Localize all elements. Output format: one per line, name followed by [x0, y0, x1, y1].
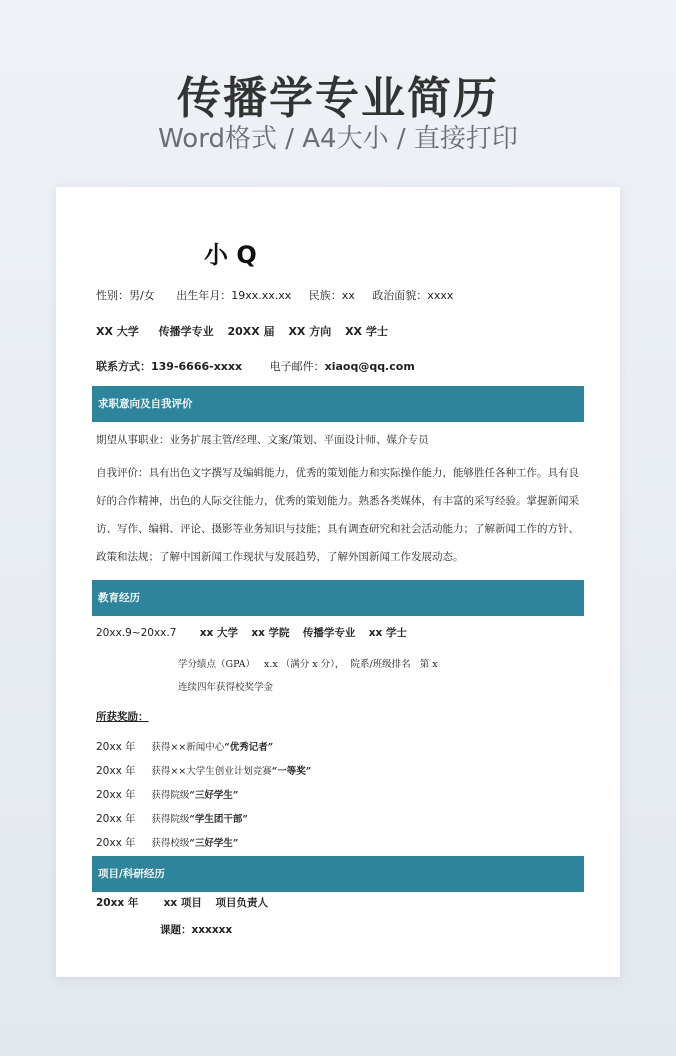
project-name: xx 项目	[163, 897, 202, 909]
desired-job: 期望从事职业：业务扩展主管/经理、文案/策划、平面设计师、媒介专员	[96, 434, 429, 446]
section-projects-title: 项目/科研经历	[98, 868, 165, 880]
info-ethnicity: 民族：xx	[308, 289, 355, 302]
hero-title: 传播学专业简历	[177, 73, 499, 124]
edu-college: xx 学院	[251, 627, 290, 639]
award-prefix: 获得院级	[151, 814, 190, 825]
contact-email-label: 电子邮件：	[269, 360, 325, 373]
contact-phone: 联系方式：139-6666-xxxx	[96, 360, 243, 373]
award-year: 20xx 年	[96, 837, 136, 849]
section-intent-title: 求职意向及自我评价	[98, 398, 193, 410]
section-intent	[92, 386, 584, 422]
award-name: “三好学生”	[189, 790, 239, 801]
project-line	[96, 895, 268, 910]
edu-period: 20xx.9~20xx.7	[96, 627, 177, 639]
info-birth: 出生年月：19xx.xx.xx	[176, 289, 292, 302]
project-topic-label: 课题：	[160, 924, 192, 936]
edu-major: 传播学专业	[302, 627, 356, 639]
resume-name: 小 Q	[204, 241, 257, 269]
info-gender: 性别：男/女	[96, 289, 155, 302]
award-year: 20xx 年	[96, 741, 136, 753]
project-year: 20xx 年	[96, 897, 139, 909]
contact-line	[96, 358, 415, 374]
section-projects	[92, 856, 584, 892]
section-education-title: 教育经历	[98, 592, 140, 604]
award-item	[96, 763, 311, 778]
award-name: “三好学生”	[189, 838, 239, 849]
award-year: 20xx 年	[96, 789, 136, 801]
award-item	[96, 739, 273, 754]
edu-gpa: 学分绩点（GPA） x.x （满分 x 分）， 院系/班级排名 第 x	[178, 659, 438, 670]
award-item	[96, 787, 238, 802]
award-name: “一等奖”	[271, 766, 312, 777]
edu-scholarship: 连续四年获得校奖学金	[178, 682, 274, 693]
award-year: 20xx 年	[96, 765, 136, 777]
award-prefix: 获得院级	[151, 790, 190, 801]
school-university: XX 大学	[96, 325, 139, 338]
school-line	[96, 323, 388, 339]
award-name: “优秀记者”	[224, 742, 274, 753]
school-grade: 20XX 届	[227, 325, 275, 338]
school-degree: XX 学士	[345, 325, 388, 338]
award-name: “学生团干部”	[189, 814, 248, 825]
award-item	[96, 835, 238, 850]
awards-title: 所获奖励：	[96, 711, 149, 723]
project-topic-value: xxxxxx	[191, 924, 233, 936]
award-prefix: 获得校级	[151, 838, 190, 849]
school-direction: XX 方向	[288, 325, 332, 338]
contact-email: xiaoq@qq.com	[324, 360, 415, 373]
school-major: 传播学专业	[158, 325, 214, 338]
edu-degree: xx 学士	[368, 627, 407, 639]
award-year: 20xx 年	[96, 813, 136, 825]
project-topic	[160, 922, 232, 937]
section-education	[92, 580, 584, 616]
info-line	[96, 287, 453, 303]
self-evaluation: 自我评价：具有出色文字撰写及编辑能力，优秀的策划能力和实际操作能力，能够胜任各种工作。具有良好的合作精神，出色的人际交往能力，优秀的策划能力。熟悉各类媒体，有丰富的采写经验。掌握新闻采访、写作、编辑、评论、摄影等业务知识与技能；具有调查研究和社会活动能力；了解新闻工作的方针、政策和法规；了解中国新闻工作现状与发展趋势，了解外国新闻工作发展动态。	[96, 467, 579, 563]
resume-paper	[56, 187, 620, 977]
education-line	[96, 625, 407, 640]
award-prefix: 获得××新闻中心	[151, 742, 225, 753]
award-item	[96, 811, 248, 826]
award-prefix: 获得××大学生创业计划竞赛	[151, 766, 272, 777]
hero-subtitle: Word格式 / A4大小 / 直接打印	[158, 124, 518, 154]
info-politics: 政治面貌：xxxx	[372, 289, 454, 302]
edu-school: xx 大学	[199, 627, 238, 639]
project-role: 项目负责人	[215, 897, 269, 909]
